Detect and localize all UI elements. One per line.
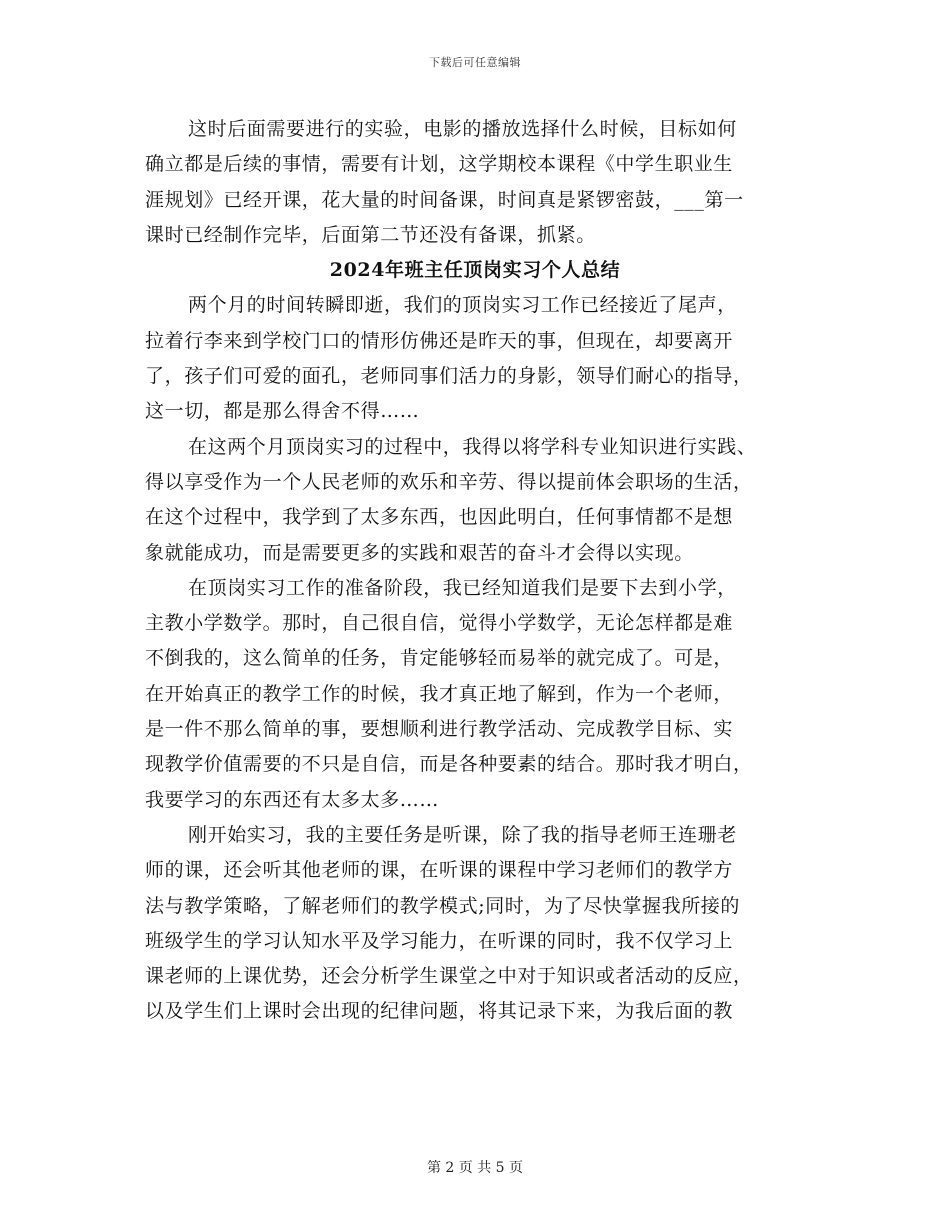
text-line: 涯规划》已经开课，花大量的时间备课，时间真是紧锣密鼓，___第一 (145, 188, 744, 211)
paragraph-1 (145, 288, 805, 429)
paragraph-continued (145, 112, 805, 253)
text-line: 现教学价值需要的不只是自信，而是各种要素的结合。那时我才明白， (145, 753, 753, 776)
page-number-footer: 第 2 页 共 5 页 (426, 1160, 524, 1176)
text-line: 师的课，还会听其他老师的课，在听课的课程中学习老师们的教学方 (145, 859, 734, 882)
text-line: 拉着行李来到学校门口的情形仿佛还是昨天的事，但现在，却要离开 (145, 329, 734, 352)
text-line: 我要学习的东西还有太多太多…… (145, 788, 440, 811)
paragraph-2 (145, 430, 805, 571)
text-line: 在这两个月顶岗实习的过程中，我得以将学科专业知识进行实践、 (188, 435, 757, 458)
text-line: 是一件不那么简单的事，要想顺利进行教学活动、完成教学目标、实 (145, 718, 734, 741)
text-line: 在这个过程中，我学到了太多东西，也因此明白，任何事情都不是想 (145, 506, 734, 529)
text-line: 以及学生们上课时会出现的纪律问题，将其记录下来，为我后面的教 (145, 1000, 734, 1023)
text-line: 这一切，都是那么得舍不得…… (145, 400, 420, 423)
text-line: 这时后面需要进行的实验，电影的播放选择什么时候，目标如何 (188, 118, 737, 140)
text-line: 得以享受作为一个人民老师的欢乐和辛劳、得以提前体会职场的生活， (145, 470, 753, 493)
text-line: 不倒我的，这么简单的任务，肯定能够轻而易举的就完成了。可是， (145, 647, 734, 670)
page-header: 下载后可任意编辑 (429, 56, 521, 69)
text-line: 在开始真正的教学工作的时候，我才真正地了解到，作为一个老师， (145, 682, 734, 705)
text-line: 确立都是后续的事情，需要有计划，这学期校本课程《中学生职业生 (145, 153, 734, 176)
document-body (145, 112, 805, 1030)
paragraph-4 (145, 818, 805, 1030)
text-line: 象就能成功，而是需要更多的实践和艰苦的奋斗才会得以实现。 (145, 541, 694, 564)
text-line: 班级学生的学习认知水平及学习能力，在听课的同时，我不仅学习上 (145, 929, 734, 952)
paragraph-3 (145, 571, 805, 818)
section-title: 2024年班主任顶岗实习个人总结 (329, 259, 621, 282)
text-line: 在顶岗实习工作的准备阶段，我已经知道我们是要下去到小学， (188, 576, 737, 599)
text-line: 两个月的时间转瞬即逝，我们的顶岗实习工作已经接近了尾声， (188, 294, 737, 317)
text-line: 了，孩子们可爱的面孔，老师同事们活力的身影，领导们耐心的指导， (145, 365, 753, 388)
text-line: 课老师的上课优势，还会分析学生课堂之中对于知识或者活动的反应， (145, 965, 753, 988)
text-line: 主教小学数学。那时，自己很自信，觉得小学数学，无论怎样都是难 (145, 612, 734, 635)
text-line: 刚开始实习，我的主要任务是听课，除了我的指导老师王连珊老 (188, 823, 737, 846)
text-line: 法与教学策略，了解老师们的教学模式;同时，为了尽快掌握我所接的 (145, 894, 741, 917)
text-line: 课时已经制作完毕，后面第二节还没有备课，抓紧。 (145, 223, 596, 246)
